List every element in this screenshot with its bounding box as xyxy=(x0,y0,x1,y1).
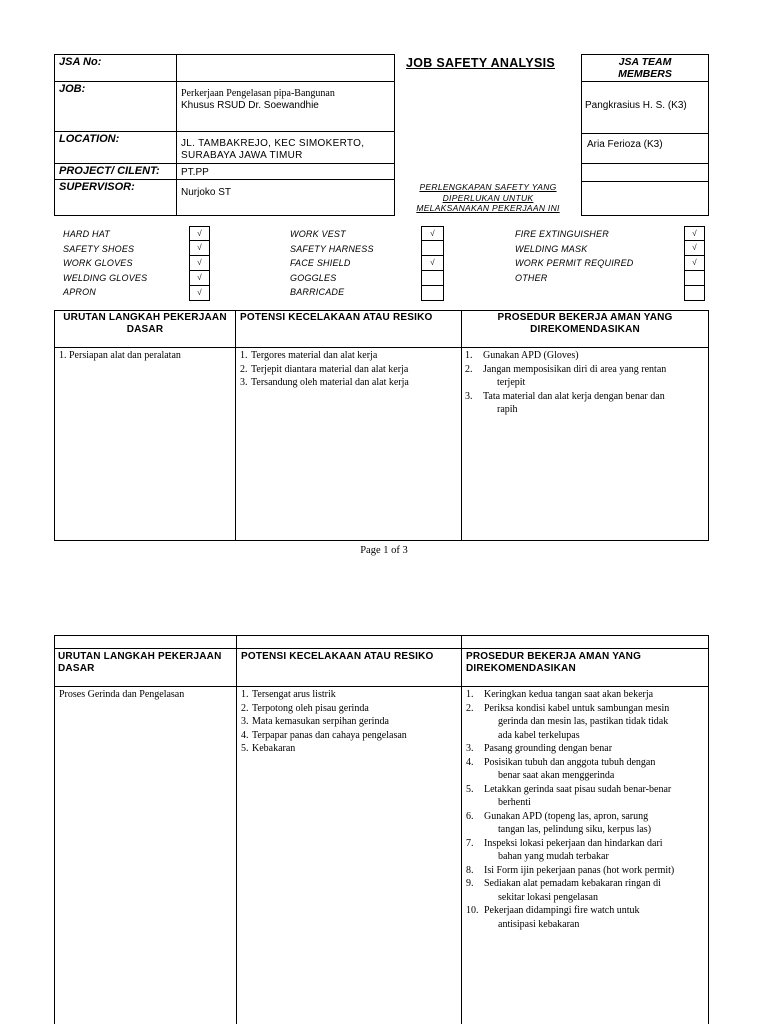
ppe-checkbox[interactable]: √ xyxy=(189,256,210,271)
project-value: PT.PP xyxy=(181,167,209,178)
ppe-checkbox[interactable] xyxy=(421,271,444,286)
list-item: 2. Terpotong oleh pisau gerinda xyxy=(241,702,369,714)
list-item: 3. Pasang grounding dengan benar xyxy=(466,743,613,754)
list-item: 2. Periksa kondisi kabel untuk sambungan mesin gerinda dan mesin las, pastikan tidak tidak xyxy=(466,702,670,727)
table-header-line xyxy=(54,347,709,348)
list-item: ada kabel terkelupas xyxy=(498,729,580,741)
supervisor-value: Nurjoko ST xyxy=(181,187,232,198)
header-row-line xyxy=(54,131,395,132)
team-member: Pangkrasius H. S. (K3) xyxy=(585,100,687,111)
header-row-line xyxy=(54,179,395,180)
risk-list xyxy=(241,688,459,756)
list-item: 1. Tergores material dan alat kerja xyxy=(240,350,378,361)
column-header-risks: POTENSI KECELAKAAN ATAU RESIKO xyxy=(241,651,434,662)
list-item: 4. Terpapar panas dan cahaya pengelasan xyxy=(241,729,407,741)
step-cell: Proses Gerinda dan Pengelasan xyxy=(59,689,185,700)
column-header-steps: URUTAN LANGKAH PEKERJAAN DASAR xyxy=(63,312,227,335)
table-col-divider xyxy=(236,635,237,1024)
ppe-checkbox[interactable]: √ xyxy=(189,271,210,286)
team-row-line xyxy=(581,133,709,134)
analysis-table-page-1 xyxy=(54,310,709,541)
list-item: 5. Kebakaran xyxy=(241,743,296,754)
ppe-checkbox[interactable] xyxy=(421,286,444,301)
column-header-procedures: PROSEDUR BEKERJA AMAN YANG DIREKOMENDASIKAN xyxy=(466,651,642,674)
step-cell: 1. Persiapan alat dan peralatan xyxy=(59,350,181,361)
ppe-checkbox[interactable]: √ xyxy=(684,241,705,256)
list-item: 9. Sediakan alat pemadam kebakaran ringan di sekitar lokasi pengelasan xyxy=(466,878,661,903)
page-footer: Page 1 of 3 xyxy=(360,545,408,556)
list-item: 3. Tersandung oleh material dan alat kerja xyxy=(240,377,409,388)
table-header-line xyxy=(54,686,709,687)
ppe-checkbox[interactable]: √ xyxy=(189,286,210,301)
table-row-line xyxy=(54,648,709,649)
column-header-risks: POTENSI KECELAKAAN ATAU RESIKO xyxy=(240,312,433,323)
document-title: JOB SAFETY ANALYSIS xyxy=(406,56,556,70)
procedure-list xyxy=(465,349,707,417)
header-row-line xyxy=(54,163,395,164)
supervisor-label: SUPERVISOR: xyxy=(59,181,135,193)
list-item: 5. Letakkan gerinda saat pisau sudah benar-benar berhenti xyxy=(466,783,672,808)
job-label: JOB: xyxy=(59,83,86,95)
list-item: 10. Pekerjaan didampingi fire watch untuk antisipasi kebakaran xyxy=(466,905,640,930)
ppe-column-2: WORK VEST SAFETY HARNESS FACE SHIELD GOGGLES BARRICADE xyxy=(290,229,374,297)
team-member: Aria Ferioza (K3) xyxy=(587,139,663,150)
ppe-checkbox[interactable] xyxy=(684,271,705,286)
list-item: 2. Jangan memposisikan diri di area yang rentan terjepit xyxy=(465,363,667,388)
jsa-no-label: JSA No: xyxy=(59,56,102,68)
column-header-procedures: PROSEDUR BEKERJA AMAN YANG DIREKOMENDASIKAN xyxy=(497,312,673,335)
ppe-checkbox-column-2 xyxy=(421,226,444,301)
ppe-checkbox[interactable]: √ xyxy=(421,256,444,271)
ppe-checkbox[interactable] xyxy=(684,286,705,301)
list-item: 3. Mata kemasukan serpihan gerinda xyxy=(241,716,389,727)
team-row-line xyxy=(581,181,709,182)
list-item: 1. Tersengat arus listrik xyxy=(241,689,336,700)
ppe-checkbox-column-1 xyxy=(189,226,210,301)
list-item: 8. Isi Form ijin pekerjaan panas (hot work permit) xyxy=(466,864,675,876)
list-item: 3. Tata material dan alat kerja dengan benar dan rapih xyxy=(465,390,665,415)
ppe-column-3: FIRE EXTINGUISHER WELDING MASK WORK PERMIT REQUIRED OTHER xyxy=(515,229,634,283)
team-row-line xyxy=(581,163,709,164)
header-row-line xyxy=(54,81,395,82)
ppe-column-1: HARD HAT SAFETY SHOES WORK GLOVES WELDING GLOVES APRON xyxy=(63,229,148,297)
risk-list xyxy=(240,349,458,390)
ppe-note: PERLENGKAPAN SAFETY YANG DIPERLUKAN UNTUK MELAKSANAKAN PEKERJAAN INI xyxy=(416,182,560,213)
list-item: 2. Terjepit diantara material dan alat kerja xyxy=(240,363,409,375)
list-item: 1. Keringkan kedua tangan saat akan bekerja xyxy=(466,689,654,700)
team-label: JSA TEAM MEMBERS xyxy=(618,56,672,80)
ppe-checkbox[interactable] xyxy=(421,241,444,256)
header-col-divider xyxy=(176,54,177,216)
table-col-divider xyxy=(461,310,462,541)
location-value: JL. TAMBAKREJO, KEC SIMOKERTO, SURABAYA JAWA TIMUR xyxy=(181,138,365,161)
procedure-list xyxy=(466,688,708,931)
ppe-checkbox[interactable]: √ xyxy=(684,226,705,241)
column-header-steps: URUTAN LANGKAH PEKERJAAN DASAR xyxy=(58,651,222,674)
ppe-checkbox[interactable]: √ xyxy=(189,241,210,256)
ppe-checkbox[interactable]: √ xyxy=(684,256,705,271)
job-value: Perkerjaan Pengelasan pipa-Bangunan Khusus RSUD Dr. Soewandhie xyxy=(181,88,335,111)
list-item: 4. Posisikan tubuh dan anggota tubuh dengan benar saat akan menggerinda xyxy=(466,756,656,781)
location-label: LOCATION: xyxy=(59,133,120,145)
table-col-divider xyxy=(235,310,236,541)
list-item: 7. Inspeksi lokasi pekerjaan dan hindarkan dari bahan yang mudah terbakar xyxy=(466,837,663,862)
team-row-line xyxy=(581,81,709,82)
project-label: PROJECT/ CILENT: xyxy=(59,165,160,177)
ppe-checkbox[interactable]: √ xyxy=(189,226,210,241)
list-item: 1. Gunakan APD (Gloves) xyxy=(465,350,579,361)
table-col-divider xyxy=(461,635,462,1024)
ppe-checkbox-column-3 xyxy=(684,226,705,301)
ppe-checkbox[interactable]: √ xyxy=(421,226,444,241)
list-item: 6. Gunakan APD (topeng las, apron, sarung tangan las, pelindung siku, kerpus las) xyxy=(466,810,652,835)
